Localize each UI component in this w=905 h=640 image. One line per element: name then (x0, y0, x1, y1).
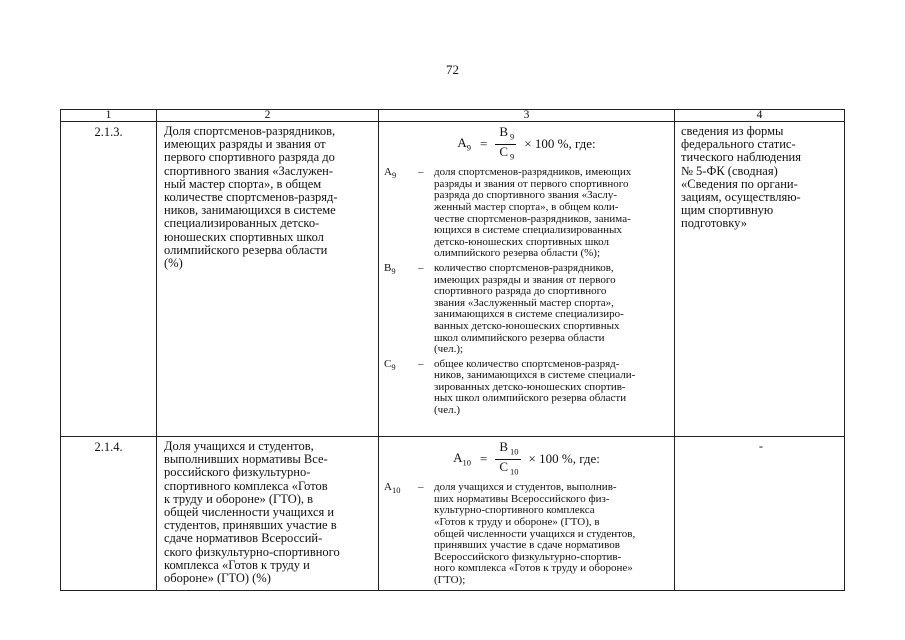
column-header: 2 (157, 110, 379, 122)
row-number: 2.1.3. (61, 122, 157, 437)
calculation-cell (379, 437, 675, 591)
indicator-name: Доля учащихся и студентов, выполнивших нормативы Все- российского физкультурно- спортивного комплекса «Готов к труду и обороне» (ГТО), в общей численности учащихся и студентов, принявших участие в сдаче нормативов Всероссий- ского физкультурно-спортивного комплекса «Готов к труду и обороне» (ГТО) (%) (157, 437, 379, 591)
formula: $A_9$ = $\frac{B _9}{C _9}$ × 100 %, где: (457, 124, 596, 162)
row-number: 2.1.4. (61, 437, 157, 591)
formula-tail: × 100 %, где: (528, 451, 600, 467)
data-source: - (675, 437, 845, 591)
indicator-name: Доля спортсменов-разрядников, имеющих разряды и звания от первого спортивного разряда до спортивного звания «Заслужен- ный мастер спорта», в общем количестве спортсменов-разряд- ников, занимающихся в системе специализированных детско- юношеских спортивных школ олимпийского резерва области (%) (157, 122, 379, 437)
formula-lhs: A (453, 450, 463, 466)
fraction: $\frac{B _9}{C _9}$ (495, 125, 516, 163)
indicators-table (60, 109, 845, 591)
formula-tail: × 100 %, где: (524, 136, 596, 152)
formula: $A_{10}$ = $\frac{B _{10}}{C _{10}}$ × 100 %, где: (453, 439, 600, 477)
column-header: 1 (61, 110, 157, 122)
calculation-cell (379, 122, 675, 437)
variable-definition: $A_9$ – доля спортсменов-разрядников, имеющих разряды и звания от первого спортивного разряда до спортивного звания «Заслу- женный мастер спорта», в общем коли- честве спортсменов-разрядников, занима- ющихся в системе специализированных детско-юношеских спортивных школ олимпийского резерва области (%); (384, 166, 632, 260)
formula-lhs: A (457, 135, 467, 151)
table-row (61, 437, 845, 591)
header-row (61, 110, 845, 122)
variable-definition: $A_{10}$ – доля учащихся и студентов, выполнив- ших нормативы Всероссийского физ- культурно-спортивного комплекса «Готов к труду и обороне» (ГТО), в общей численности учащихся и студентов, принявших участие в сдаче нормативов Всероссийского физкультурно-спортив- ного комплекса «Готов к труду и обороне» (ГТО); (384, 481, 636, 586)
page-number: 72 (446, 62, 459, 77)
column-header: 4 (675, 110, 845, 122)
column-header: 3 (379, 110, 675, 122)
fraction: $\frac{B _{10}}{C _{10}}$ (495, 440, 520, 478)
variable-definition: $B_9$ – количество спортсменов-разрядников, имеющих разряды и звания от первого спортивного разряда до спортивного звания «Заслуженный мастер спорта», занимающихся в системе специализиро- ванных детско-юношеских спортивных школ олимпийского резерва области (чел.); (384, 261, 624, 356)
variable-definition: $C_9$ – общее количество спортсменов-разряд- ников, занимающихся в системе специали- зированных детско-юношеских спортив- ных школ олимпийского резерва области (чел.) (384, 357, 636, 417)
data-source: сведения из формы федерального статис- тического наблюдения № 5-ФК (сводная) «Сведения по органи- зациям, осуществляю- щим спортивную подготовку» (675, 122, 845, 437)
table-row (61, 122, 845, 437)
